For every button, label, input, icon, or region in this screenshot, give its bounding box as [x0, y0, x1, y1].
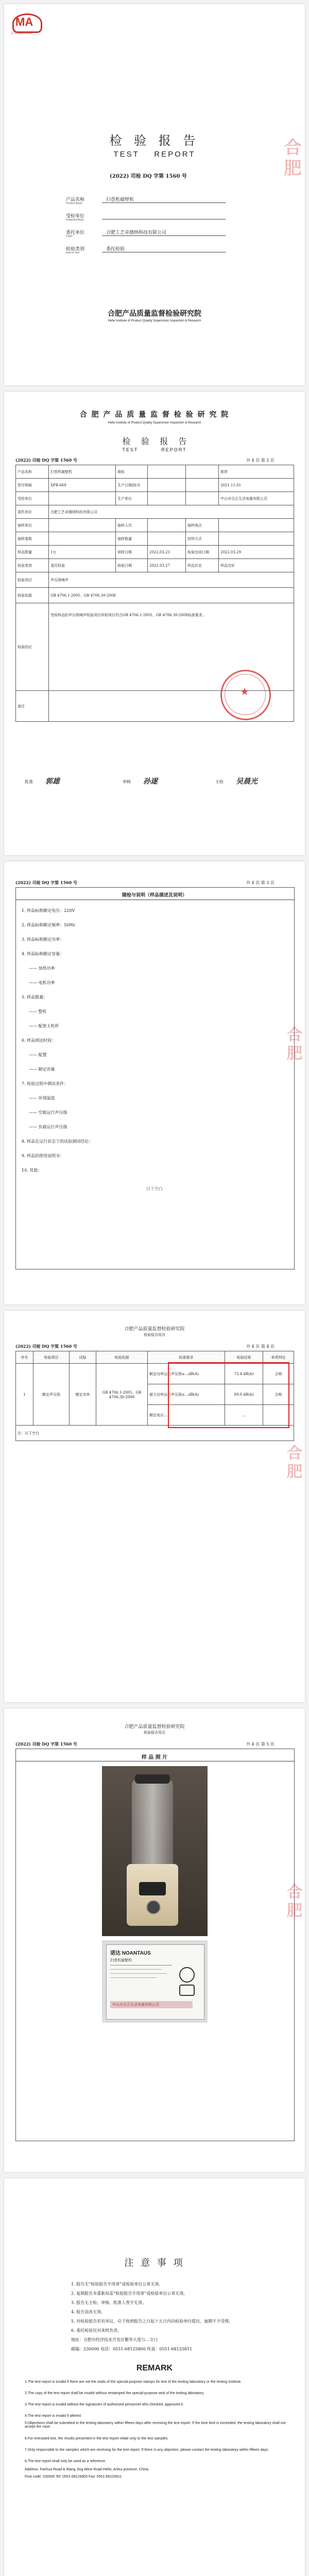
remark-line: 1. 样品标称额定电压：220V [22, 908, 75, 913]
side-watermark: 合肥 [284, 1026, 302, 1063]
remark-title: REMARK [136, 2364, 173, 2372]
header-subtitle: 检验报告用页 [144, 1333, 165, 1337]
report-title-cn: 检 验 报 告 [109, 133, 200, 148]
report-number: (2022) 司检 DQ 字第 1560 号 [15, 880, 77, 885]
page-number: 共 4 页 第 4 页 [246, 1344, 274, 1349]
table-row: 检验类别 委托检验 检验日期 2022.03.27 样品状态 样品完好 [16, 559, 294, 572]
remark-item: 5.Objections shall be submitted to the testing laboratory within fifteen days after receiving the test report. If the time limit is exceeded, the testing laboratory shall not accept the case. [25, 2421, 286, 2429]
remark-line: 4. 样品标称额定容量： [22, 952, 64, 956]
cover-field-label-cn: 检验类别 [66, 247, 85, 252]
cma-logo: MA 171234567890 [11, 13, 42, 36]
remark-line: 6. 样品到达时间： [22, 1038, 56, 1043]
header-subtitle: 检验报告用页 [144, 1731, 165, 1735]
approved-label: 批准 [25, 779, 33, 784]
notice-address: 地址：合肥市经济技术开发区繁华大道与…交口 [71, 2337, 158, 2342]
table-row: 最大功率运行声压级≤…dB(A) 89.0 dB(A) 合格 [16, 1384, 294, 1405]
cover-field-value: 委托检验 [106, 247, 125, 252]
remark-item: 7.Only responsible to the samples which are receiving for the test report. If there is any objection, please contact the testing laboratory within fifteen days. [25, 2448, 269, 2452]
page-number: 共 4 页 第 3 页 [246, 880, 274, 885]
cover-field-label-en: Client [66, 235, 73, 238]
table-row: 受检单位 生产单位 中山市百正生活电器有限公司 [16, 492, 294, 505]
summary-title-cn: 检 验 报 告 [122, 436, 187, 446]
remark-line: 3. 样品标称额定功率： [22, 937, 64, 942]
notice-page [4, 2178, 305, 2576]
seal-star: ★ [240, 685, 249, 698]
report-number: (2022) 司检 DQ 字第 1560 号 [15, 1741, 77, 1747]
test-table-page [4, 1311, 305, 1702]
table-row: 1 额定声压级 额定功率 GB 4706.1-2005、GB 4706.30-2008 额定功率运行声压级≤…dB(A) 73.4 dB(A) 合格 [16, 1364, 294, 1384]
cover-field-label-cn: 委托单位 [66, 230, 85, 235]
remark-line: 10. 其他： [22, 1168, 42, 1173]
preparer-signature: 吴晨光 [236, 777, 258, 786]
photo-title: 样 品 照 片 [141, 1755, 168, 1760]
institute-name-cn: 合肥产品质量监督检验研究院 [124, 1327, 185, 1332]
checker-signature: 孙遂 [143, 777, 158, 786]
nameplate-photo [102, 1940, 208, 2023]
remark-line: —— 加热功率 [29, 966, 55, 971]
table-row: 抽样单位 抽样人员 抽样地点 [16, 519, 294, 532]
institute-name-cn: 合肥产品质量监督检验研究院 [108, 310, 201, 318]
remark-line: 8. 样品在运行状态下的试验测试结论： [22, 1139, 93, 1144]
remark-item: 6.For entrusted test, the results presented in the test report relate only to the test samples. [25, 2437, 169, 2441]
ce-mark-icon [179, 1985, 195, 1996]
cover-field-label-en: Inspected Body [66, 218, 84, 222]
remark-item: 8.The test report shall only be used as a reference. [25, 2460, 106, 2463]
remark-item: 3.The test report is invalid without the signatures of authorized personnel who checked, approved it. [25, 2403, 184, 2406]
remark-line: —— 空载运行声压级 [29, 1110, 67, 1115]
cover-field-value: 扫苍机破壁机 [106, 197, 134, 202]
notice-item: 5. 对检验报告若有异议，应于收到报告之日起十五日内向检验单位提出，逾期不予受理。 [71, 2319, 233, 2324]
table-row: 抽样基数 抽样数量 封样方式 [16, 532, 294, 546]
report-number: (2022) 司检 DQ 字第 1560 号 [15, 457, 77, 463]
remarks-heading: 随检与说明（样品描述及说明） [122, 893, 187, 898]
nameplate-product: 扫苍机破壁机 [110, 1958, 132, 1962]
remark-item: 2.The copy of the test report shall be invalid without restamped the special-purpose seal of the testing laboratory. [25, 2392, 204, 2395]
remark-item: 4.The test report is invalid if altered. [25, 2414, 82, 2418]
cover-field-label-en: Product Name [66, 202, 82, 205]
remark-line: —— 配置 [29, 1053, 47, 1057]
institute-name-en: Hefei Institute of Product Quality Supervision Inspection & Research [108, 421, 201, 425]
remarks-frame [15, 887, 295, 1269]
table-row: 注：以下空白 [16, 1426, 294, 1441]
remark-line: —— 环境温度 [29, 1096, 55, 1100]
remark-line: 7. 检验过程中测试条件： [22, 1081, 68, 1086]
cover-field-value: 合肥工艺卓德纳科技有限公司 [106, 230, 167, 235]
report-title-en: TEST REPORT [113, 150, 196, 159]
nameplate-brand: 诺达 NOANTAUS [110, 1951, 151, 1956]
page-number: 共 4 页 第 5 页 [246, 1742, 274, 1747]
institute-name-en: Hefei Institute of Product Quality Supervision Inspection & Research [108, 319, 201, 323]
table-row: 检验结论 受检样品的声压级噪声检验项目所检项目符合GB 4706.1-2005、GB 4706.30-2008标准要求。 [16, 603, 294, 691]
report-number: (2022) 司检 DQ 字第 1560 号 [15, 1344, 77, 1349]
conclusion-text: 受检样品的声压级噪声检验项目所检项目符合GB 4706.1-2005、GB 4706.30-2008标准要求。 [49, 603, 294, 691]
notice-item: 1. 报告无“检验报告专用章”或检验单位公章无效。 [71, 2282, 163, 2286]
notice-item: 6. 委托检验仅对来样负责。 [71, 2328, 122, 2333]
table-header-row: 序号 检验项目 试验 检验依据 标准要求 检验结果 单项判定 [16, 1351, 294, 1364]
remark-address: Address: Fanhua Road & Wang Jing West Road Hefei, Anhui province, China [25, 2468, 149, 2471]
side-watermark: 合肥 [281, 138, 301, 179]
checked-label: 审核 [123, 779, 131, 784]
approver-signature: 郭雄 [45, 777, 60, 786]
table-row: 委托单位 合肥工艺卓德纳科技有限公司 [16, 505, 294, 519]
photo-page [4, 1708, 305, 2172]
notice-item: 3. 报告无主检、审核、批准人签字无效。 [71, 2300, 147, 2305]
table-row: 产品名称 扫苍机破壁机 商标 推荐 [16, 465, 294, 479]
remarks-end-note: 以下空白 [146, 1187, 163, 1191]
side-watermark: 合肥 [284, 1884, 302, 1921]
remark-item: 1.The test report is invalid if there are not the seals of the special-purpose stamps for test of the testing laboratory or the testing institute. [25, 2380, 242, 2384]
summary-title-en: TEST REPORT [122, 447, 187, 452]
institute-name-cn: 合肥产品质量监督检验研究院 [124, 1724, 185, 1730]
product-photo [102, 1766, 208, 1936]
report-number: (2022) 司检 DQ 字第 1560 号 [110, 174, 187, 179]
remark-line: —— 电机功率 [29, 980, 55, 985]
remark-line: —— 配套主机杯 [29, 1024, 59, 1028]
remark-contact: Post code: 230000 Tel: 0551-68125800 Fax: 0551-68125811 [25, 2475, 122, 2479]
institute-name-cn: 合 肥 产 品 质 量 监 督 检 验 研 究 院 [79, 411, 230, 419]
remark-line: —— 负载运行声压级 [29, 1125, 67, 1129]
remark-line: 5. 样品数量： [22, 995, 48, 999]
remark-line: —— 整机 [29, 1009, 47, 1014]
cover-field-label-en: Kind of Test [66, 251, 80, 255]
remark-line: —— 额定容量 [29, 1067, 55, 1072]
table-row: 备注 [16, 691, 294, 722]
cover-field-label-cn: 产品名称 [66, 197, 85, 202]
table-row: 型号规格 XPB-669 生产日期/批号 2021.11.01 [16, 479, 294, 492]
remark-line: 9. 样品的使用说明书： [22, 1154, 64, 1158]
notice-title: 注 意 事 项 [124, 2258, 185, 2268]
notice-item: 2. 复制报告未重新加盖“检验报告专用章”或检验单位公章无效。 [71, 2291, 188, 2296]
nameplate-manufacturer: 中山市百正生活电器有限公司 [112, 2003, 159, 2007]
remarks-page [4, 861, 305, 1304]
cover-page [4, 4, 305, 385]
notice-item: 4. 报告涂改无效。 [71, 2310, 106, 2314]
page-number: 共 4 页 第 2 页 [246, 458, 274, 463]
side-watermark: 合肥 [284, 1445, 302, 1482]
notice-contact: 邮编：230000 电话：0551-68125800 传真：0551-68125811 [71, 2347, 193, 2351]
table-row: 样品数量 1台 到样日期 2022.03.23 检验完成日期 2022.03.29 [16, 546, 294, 559]
remark-line: 2. 样品标称额定频率：50Hz [22, 923, 75, 927]
table-row: 检验依据 GB 4706.1-2005、GB 4706.30-2008 [16, 588, 294, 603]
table-row: 额定电压… … [16, 1405, 294, 1426]
summary-page [4, 392, 305, 855]
cover-field-label-cn: 受检单位 [66, 214, 85, 219]
highlight-box [168, 1362, 289, 1428]
prepared-label: 主检 [215, 779, 224, 784]
table-row: 检验项目 声压级噪声 [16, 572, 294, 588]
ccc-mark-icon [179, 1967, 195, 1982]
